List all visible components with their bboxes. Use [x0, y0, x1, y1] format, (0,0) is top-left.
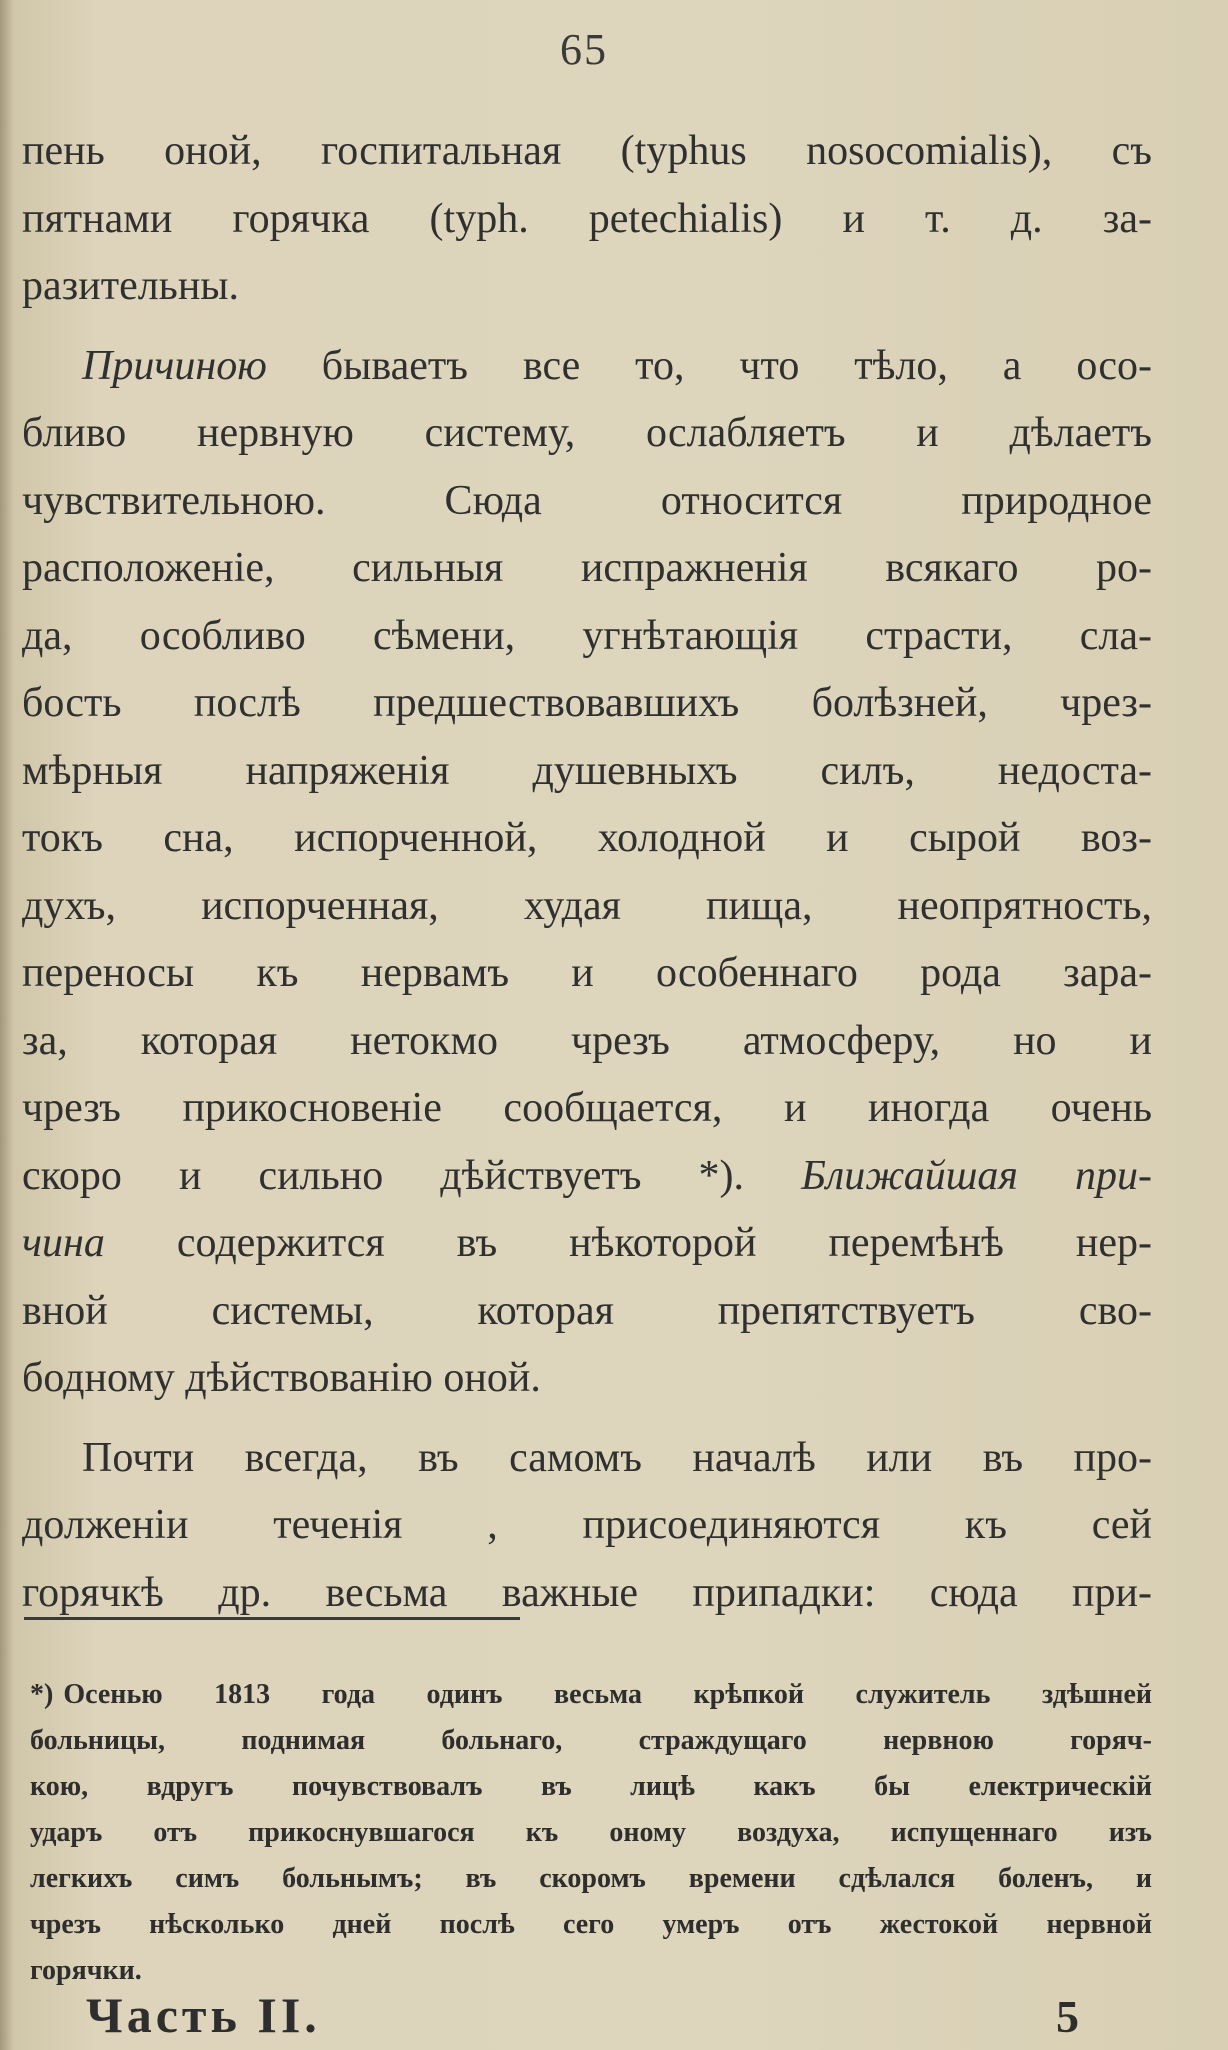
text-line: чрезъ прикосновеніе сообщается, и иногда очень: [22, 1085, 1152, 1131]
text-line: пень оной, госпитальная (typhus nosocomialis), съ: [22, 128, 1152, 174]
text-line: бливо нервную систему, ослабляетъ и дѣлаетъ: [22, 410, 1152, 456]
text-line: пятнами горячка (typh. petechialis) и т. д. за-: [22, 195, 1152, 242]
text-line: токъ сна, испорченной, холодной и сырой воз-: [22, 815, 1152, 861]
footnote: [30, 1672, 1152, 1994]
footnote-line: больницы, поднимая больнаго, страждущаго нервною горяч-: [30, 1725, 1152, 1756]
text-line: Почти всегда, въ самомъ началѣ или въ про-: [82, 1434, 1152, 1481]
text-line: за, которая нетокмо чрезъ атмосферу, но и: [22, 1017, 1152, 1064]
text-line: бодному дѣйствованію оной.: [22, 1355, 541, 1401]
footnote-line: [30, 1672, 1152, 1718]
text-line: вной системы, которая препятствуетъ сво-: [22, 1287, 1152, 1334]
text-line: духъ, испорченная, худая пища, неопрятность,: [22, 882, 1152, 929]
footnote-line: кою, вдругъ почувствовалъ въ лицѣ какъ бы електрическій: [30, 1771, 1152, 1802]
text-line: Причиною бываетъ все то, что тѣло, а осо-: [82, 342, 1152, 389]
text-line: да, особливо сѣмени, угнѣтающія страсти, сла-: [22, 612, 1152, 659]
text-line: скоро и сильно дѣйствуетъ *). Ближайшая при-: [22, 1152, 1152, 1199]
footnote-marker: *): [30, 1679, 54, 1710]
page-number: 65: [560, 25, 608, 74]
sheet-number: 5: [1056, 1991, 1079, 2042]
main-text: [22, 118, 1152, 1639]
signature-mark: Часть II.: [86, 1987, 321, 2043]
footnote-line: легкихъ симъ больнымъ; въ скоромъ времени сдѣлался боленъ, и: [30, 1863, 1152, 1894]
footnote-line: горячки.: [30, 1955, 142, 1986]
text-line: бость послѣ предшествовавшихъ болѣзней, чрез-: [22, 680, 1152, 726]
text-line: долженіи теченія , присоединяются къ сей: [22, 1502, 1152, 1548]
text-line: расположеніе, сильныя испражненія всякаго ро-: [22, 545, 1152, 591]
text-line: горячкѣ др. весьма важные припадки: сюда при-: [22, 1569, 1152, 1616]
text-line: чина содержится въ нѣкоторой перемѣнѣ нер-: [22, 1220, 1152, 1266]
paragraph-2: [22, 333, 1152, 1413]
spine-shadow: [0, 0, 14, 2050]
text-line: переносы къ нервамъ и особеннаго рода зара-: [22, 950, 1152, 996]
italic-term: Причиною: [82, 342, 267, 389]
footnote-line-text: Осенью 1813 года одинъ весьма крѣпкой служитель здѣшней: [63, 1679, 1152, 1710]
paragraph-1: [22, 118, 1152, 321]
footnote-divider: [24, 1617, 520, 1620]
text-line: мѣрныя напряженія душевныхъ силъ, недоста-: [22, 747, 1152, 794]
text-line: чувствительною. Сюда относится природное: [22, 477, 1152, 524]
paragraph-3: [22, 1425, 1152, 1628]
italic-term: чина: [22, 1220, 105, 1266]
text-line: разительны.: [22, 263, 240, 309]
italic-term: Ближайшая при-: [801, 1152, 1152, 1199]
footnote-line: ударъ отъ прикоснувшагося къ оному воздуха, испущеннаго изъ: [30, 1817, 1152, 1848]
footnote-line: чрезъ нѣсколько дней послѣ сего умеръ отъ жестокой нервной: [30, 1909, 1152, 1940]
